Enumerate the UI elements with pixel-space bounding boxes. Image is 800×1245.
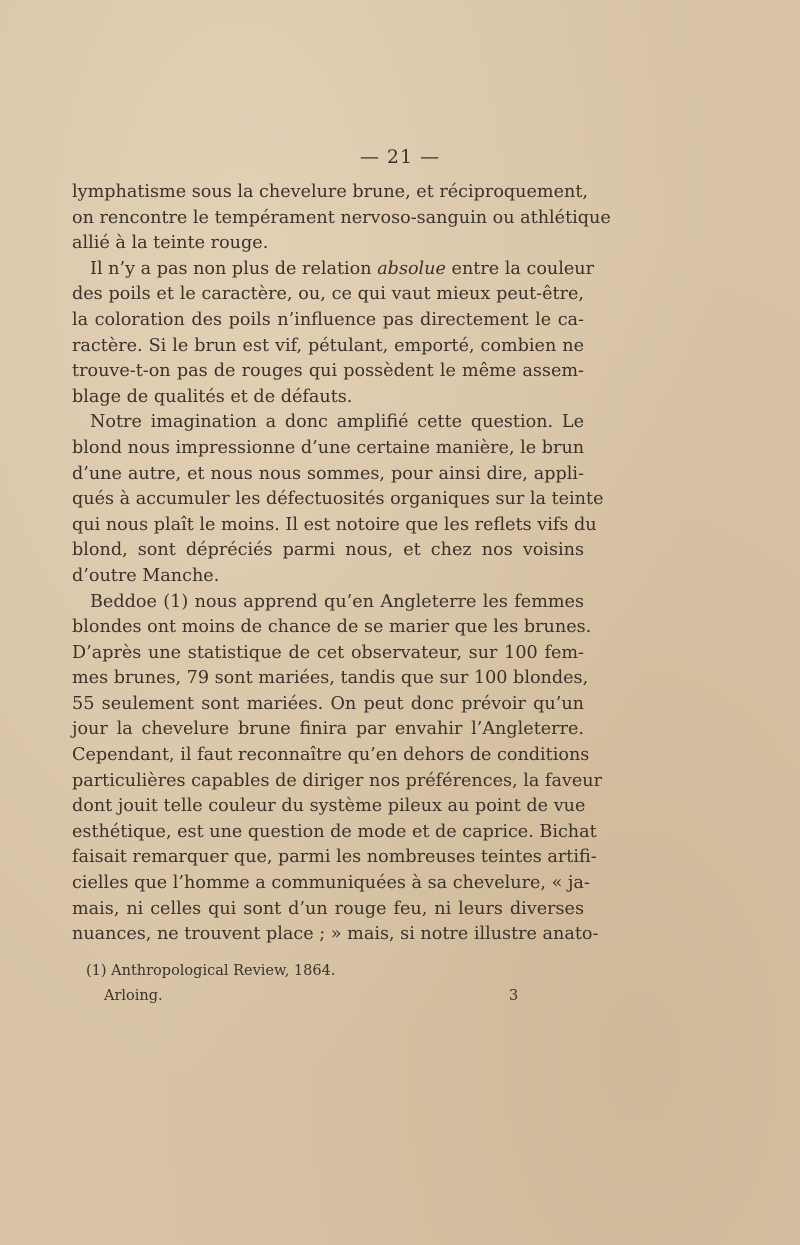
text-line bbox=[72, 257, 595, 283]
text-line: D’après une statistique de cet observateur, sur 100 fem- bbox=[72, 642, 584, 663]
text-line: trouve-t-on pas de rouges qui possèdent le même assem- bbox=[72, 361, 584, 382]
text-line: jour la chevelure brune finira par envahir l’Angleterre. bbox=[72, 719, 584, 740]
text-line: la coloration des poils n’influence pas directement le ca- bbox=[72, 309, 584, 330]
text-line: mes brunes, 79 sont mariées, tandis que sur 100 blondes, bbox=[72, 668, 589, 689]
printer-signature: Arloing. bbox=[104, 988, 163, 1004]
body-text bbox=[72, 180, 611, 948]
text-line: blond, sont dépréciés parmi nous, et chez nos voisins bbox=[72, 540, 584, 561]
text-line: blond nous impressionne d’une certaine manière, le brun bbox=[72, 437, 585, 458]
emphasis: absolue bbox=[377, 258, 446, 279]
text-line: des poils et le caractère, ou, ce qui vaut mieux peut-être, bbox=[72, 284, 584, 305]
text-line: particulières capables de diriger nos préférences, la faveur bbox=[72, 770, 603, 791]
text-line: esthétique, est une question de mode et de caprice. Bichat bbox=[72, 821, 597, 842]
text-line: Cependant, il faut reconnaître qu’en dehors de conditions bbox=[72, 745, 590, 766]
text-line: blage de qualités et de défauts. bbox=[72, 386, 353, 407]
text-line: lymphatisme sous la chevelure brune, et réciproquement, bbox=[72, 182, 589, 202]
footnote: (1) Anthropological Review, 1864. bbox=[86, 963, 336, 979]
text-line: Notre imagination a donc amplifié cette question. Le bbox=[90, 412, 584, 433]
text-segment: Il n’y a pas non plus de relation bbox=[90, 258, 378, 279]
text-line: ractère. Si le brun est vif, pétulant, emporté, combien ne bbox=[72, 335, 584, 356]
text-segment: entre la couleur bbox=[445, 258, 595, 279]
sheet-number: 3 bbox=[509, 988, 519, 1004]
text-line: qui nous plaît le moins. Il est notoire que les reflets vifs du bbox=[72, 514, 597, 535]
text-line: cielles que l’homme a communiquées à sa chevelure, « ja- bbox=[72, 873, 590, 894]
page-number: — 21 — bbox=[359, 146, 441, 168]
text-line: mais, ni celles qui sont d’un rouge feu, ni leurs diverses bbox=[72, 898, 584, 919]
text-line: faisait remarquer que, parmi les nombreuses teintes artifi- bbox=[72, 847, 597, 868]
text-line: dont jouit telle couleur du système pileux au point de vue bbox=[72, 796, 586, 817]
text-line: nuances, ne trouvent place ; » mais, si notre illustre anato- bbox=[72, 924, 599, 945]
text-line: d’outre Manche. bbox=[72, 565, 220, 586]
text-line: d’une autre, et nous nous sommes, pour ainsi dire, appli- bbox=[72, 463, 584, 484]
text-line: 55 seulement sont mariées. On peut donc prévoir qu’un bbox=[72, 693, 584, 714]
text-line: qués à accumuler les défectuosités organiques sur la teinte bbox=[72, 489, 604, 510]
text-line: on rencontre le tempérament nervoso-sanguin ou athlétique bbox=[72, 207, 611, 228]
text-line: blondes ont moins de chance de se marier que les brunes. bbox=[72, 617, 592, 638]
text-line: allié à la teinte rouge. bbox=[72, 233, 269, 254]
text-line: Beddoe (1) nous apprend qu’en Angleterre les femmes bbox=[90, 591, 584, 612]
